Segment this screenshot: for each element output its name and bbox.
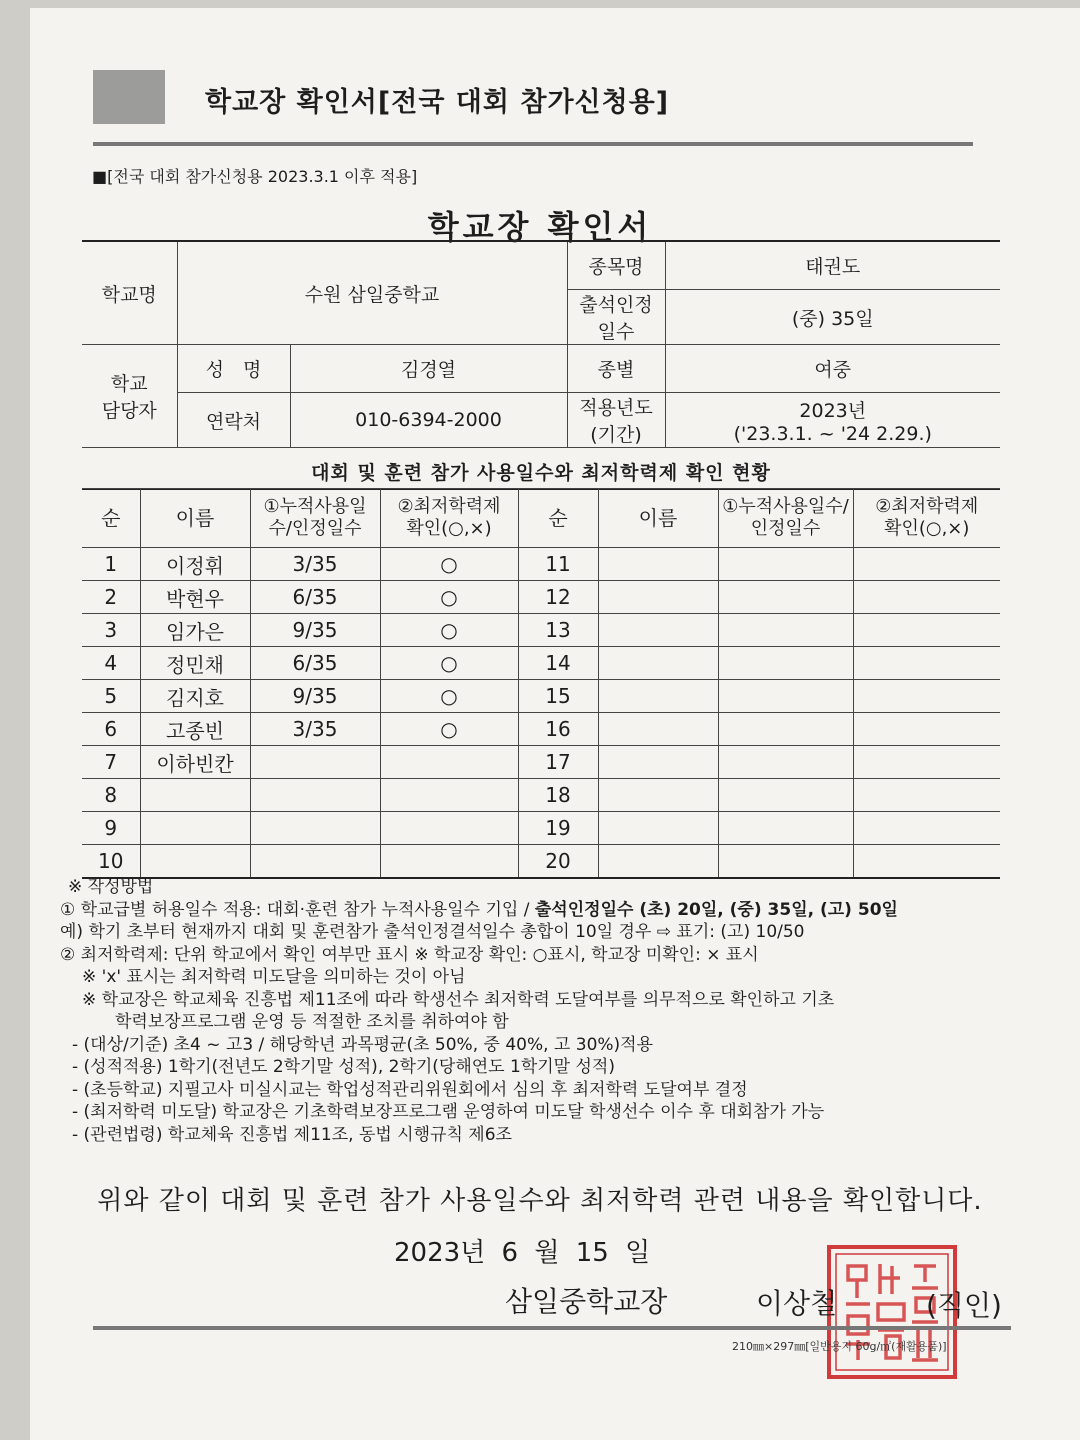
note-3: ※ 'x' 표시는 최저학력 미도달을 의미하는 것이 아님	[82, 967, 466, 987]
table-row	[82, 713, 1000, 746]
instructions	[60, 876, 1020, 1146]
attendance-label-line1: 출석인정	[579, 294, 653, 316]
seal-label: (직인)	[926, 1289, 1002, 1322]
table-row	[82, 548, 1000, 581]
row-check	[380, 812, 518, 845]
row-used-right	[718, 845, 853, 879]
row-check-right	[853, 548, 1000, 581]
school-label: 학교명	[82, 241, 177, 345]
row-no-right: 19	[518, 812, 598, 845]
row-check: ○	[380, 713, 518, 746]
row-name-right	[598, 614, 718, 647]
year-label-line2: (기간)	[590, 424, 642, 446]
attendance-label-line2: 일수	[597, 321, 635, 343]
row-check-right	[853, 779, 1000, 812]
row-check: ○	[380, 614, 518, 647]
manager-label	[82, 345, 177, 448]
row-used-right	[718, 614, 853, 647]
header-title: 학교장 확인서[전국 대회 참가신청용]	[205, 87, 670, 118]
row-used: 6/35	[250, 647, 380, 680]
detail-1: - (대상/기준) 초4 ~ 고3 / 해당학년 과목평균(초 50%, 중 40%, 고 30%)적용	[72, 1034, 654, 1055]
detail-2: - (성적적용) 1학기(전년도 2학기말 성적), 2학기(당해연도 1학기말 성적)	[72, 1057, 615, 1077]
row-name: 정민채	[140, 647, 250, 680]
row-no: 4	[82, 647, 140, 680]
row-check-right	[853, 614, 1000, 647]
row-name	[140, 779, 250, 812]
row-used: 9/35	[250, 614, 380, 647]
table-row	[82, 680, 1000, 713]
name-value: 김경열	[290, 345, 567, 393]
roster-header-check-right-line1: ②최저학력제	[875, 496, 979, 517]
year-value-line1: 2023년	[799, 399, 867, 422]
roster-header-used-right-line2: 인정일수	[750, 518, 821, 539]
row-no: 1	[82, 548, 140, 581]
row-name-right	[598, 746, 718, 779]
row-check-right	[853, 581, 1000, 614]
row-check-right	[853, 713, 1000, 746]
gender-value: 여중	[665, 345, 1000, 393]
row-no-right: 13	[518, 614, 598, 647]
row-no: 9	[82, 812, 140, 845]
detail-4: - (최저학력 미도달) 학교장은 기초학력보장프로그램 운영하여 미도달 학생선수 이수 후 대회참가 가능	[72, 1102, 825, 1122]
roster-header-used	[250, 489, 380, 548]
roster-header-check-line1: ②최저학력제	[397, 496, 501, 517]
row-name-right	[598, 845, 718, 879]
school-value: 수원 삼일중학교	[177, 241, 567, 345]
roster-header-used-line2: 수/인정일수	[268, 518, 362, 539]
row-name: 이하빈칸	[140, 746, 250, 779]
table-row	[82, 581, 1000, 614]
year-label-line1: 적용년도	[579, 397, 653, 419]
roster-header-name: 이름	[140, 489, 250, 548]
school-info-table	[82, 240, 1000, 448]
row-used	[250, 845, 380, 879]
row-no: 5	[82, 680, 140, 713]
row-no-right: 11	[518, 548, 598, 581]
row-check	[380, 779, 518, 812]
year-value-line2: ('23.3.1. ~ '24 2.29.)	[733, 422, 932, 445]
contact-label: 연락처	[177, 393, 290, 448]
roster-header-check-line2: 확인(○,×)	[406, 518, 492, 539]
row-used: 3/35	[250, 713, 380, 746]
event-value: 태권도	[665, 241, 1000, 290]
year-value	[665, 393, 1000, 448]
row-used-right	[718, 581, 853, 614]
row-used: 6/35	[250, 581, 380, 614]
gender-label: 종별	[567, 345, 665, 393]
principal-title: 삼일중학교장	[505, 1285, 668, 1318]
row-used	[250, 746, 380, 779]
roster-header-used-right-line1: ①누적사용일수/	[722, 496, 849, 517]
detail-5: - (관련법령) 학교체육 진흥법 제11조, 동법 시행규칙 제6조	[72, 1124, 512, 1145]
row-no-right: 14	[518, 647, 598, 680]
row-check-right	[853, 647, 1000, 680]
roster-header-no-right: 순	[518, 489, 598, 548]
row-used-right	[718, 548, 853, 581]
roster-header-check-right-line2: 확인(○,×)	[884, 518, 970, 539]
note-4: ※ 학교장은 학교체육 진흥법 제11조에 따라 학생선수 최저학력 도달여부를 의무적으로 확인하고 기초	[82, 989, 835, 1010]
bottom-rule	[93, 1326, 1011, 1330]
roster-header-check	[380, 489, 518, 548]
row-used	[250, 779, 380, 812]
row-no-right: 16	[518, 713, 598, 746]
note-1-bold: 출석인정일수 (초) 20일, (중) 35일, (고) 50일	[534, 899, 898, 920]
row-check-right	[853, 680, 1000, 713]
row-name: 이정휘	[140, 548, 250, 581]
row-no: 2	[82, 581, 140, 614]
status-title: 대회 및 훈련 참가 사용일수와 최저학력제 확인 현황	[82, 458, 1000, 490]
note-1	[60, 899, 1020, 922]
roster-header-name-right: 이름	[598, 489, 718, 548]
row-no-right: 15	[518, 680, 598, 713]
row-check-right	[853, 812, 1000, 845]
table-row	[82, 614, 1000, 647]
row-name-right	[598, 713, 718, 746]
row-used-right	[718, 680, 853, 713]
row-check	[380, 746, 518, 779]
table-row	[82, 746, 1000, 779]
row-check: ○	[380, 647, 518, 680]
row-used-right	[718, 713, 853, 746]
row-used-right	[718, 647, 853, 680]
row-used: 9/35	[250, 680, 380, 713]
row-name-right	[598, 581, 718, 614]
roster-header-used-line1: ①누적사용일	[263, 496, 367, 517]
table-row	[82, 779, 1000, 812]
note-1-example: 예) 학기 초부터 현재까지 대회 및 훈련참가 출석인정결석일수 총합이 10일 경우 ⇨ 표기: (고) 10/50	[60, 922, 805, 942]
row-used-right	[718, 779, 853, 812]
row-no-right: 17	[518, 746, 598, 779]
notice-text: ■[전국 대회 참가신청용 2023.3.1 이후 적용]	[92, 167, 418, 186]
table-row	[82, 845, 1000, 879]
row-name: 김지호	[140, 680, 250, 713]
notes-heading: ※ 작성방법	[68, 877, 154, 897]
row-no: 8	[82, 779, 140, 812]
note-4-cont: 학력보장프로그램 운영 등 적절한 조치를 취하여야 함	[115, 1012, 509, 1032]
paper-spec: 210㎜×297㎜[일반용지 60g/㎡(재활용품)]	[732, 1340, 947, 1353]
row-used: 3/35	[250, 548, 380, 581]
note-2: ② 최저학력제: 단위 학교에서 확인 여부만 표시 ※ 학교장 확인: ○표시, 학교장 미확인: × 표시	[60, 944, 759, 965]
row-no-right: 20	[518, 845, 598, 879]
roster-header-no: 순	[82, 489, 140, 548]
year-label	[567, 393, 665, 448]
row-name-right	[598, 812, 718, 845]
attendance-label	[567, 290, 665, 345]
row-no: 6	[82, 713, 140, 746]
contact-value: 010-6394-2000	[290, 393, 567, 448]
note-1-text: ① 학교급별 허용일수 적용: 대회·훈련 참가 누적사용일수 기입 /	[60, 899, 535, 920]
row-name: 임가은	[140, 614, 250, 647]
row-name: 박현우	[140, 581, 250, 614]
row-used-right	[718, 812, 853, 845]
row-check-right	[853, 746, 1000, 779]
row-used-right	[718, 746, 853, 779]
row-no-right: 18	[518, 779, 598, 812]
row-check	[380, 845, 518, 879]
issue-date: 2023년 6 월 15 일	[394, 1238, 651, 1268]
row-used	[250, 812, 380, 845]
roster-table	[82, 488, 1000, 879]
row-no: 3	[82, 614, 140, 647]
row-no: 10	[82, 845, 140, 879]
manager-label-line1: 학교	[110, 373, 148, 395]
principal-name: 이상철	[756, 1287, 838, 1320]
roster-header-check-right	[853, 489, 1000, 548]
attendance-value: (중) 35일	[665, 290, 1000, 345]
row-check-right	[853, 845, 1000, 879]
row-no: 7	[82, 746, 140, 779]
row-name-right	[598, 548, 718, 581]
row-name: 고종빈	[140, 713, 250, 746]
detail-3: - (초등학교) 지필고사 미실시교는 학업성적관리위원회에서 심의 후 최저학력 도달여부 결정	[72, 1079, 748, 1100]
row-no-right: 12	[518, 581, 598, 614]
row-name-right	[598, 779, 718, 812]
header-gray-block	[93, 70, 165, 124]
row-name-right	[598, 647, 718, 680]
table-row	[82, 812, 1000, 845]
row-check: ○	[380, 548, 518, 581]
row-check: ○	[380, 581, 518, 614]
row-name	[140, 812, 250, 845]
name-label: 성 명	[177, 345, 290, 393]
manager-label-line2: 담당자	[101, 400, 157, 422]
document-title: 학교장 확인서	[427, 208, 653, 246]
row-name-right	[598, 680, 718, 713]
header-rule	[93, 142, 973, 146]
event-label: 종목명	[567, 241, 665, 290]
row-name	[140, 845, 250, 879]
roster-header-used-right	[718, 489, 853, 548]
table-row	[82, 647, 1000, 680]
confirmation-statement: 위와 같이 대회 및 훈련 참가 사용일수와 최저학력 관련 내용을 확인합니다.	[97, 1186, 983, 1216]
row-check: ○	[380, 680, 518, 713]
